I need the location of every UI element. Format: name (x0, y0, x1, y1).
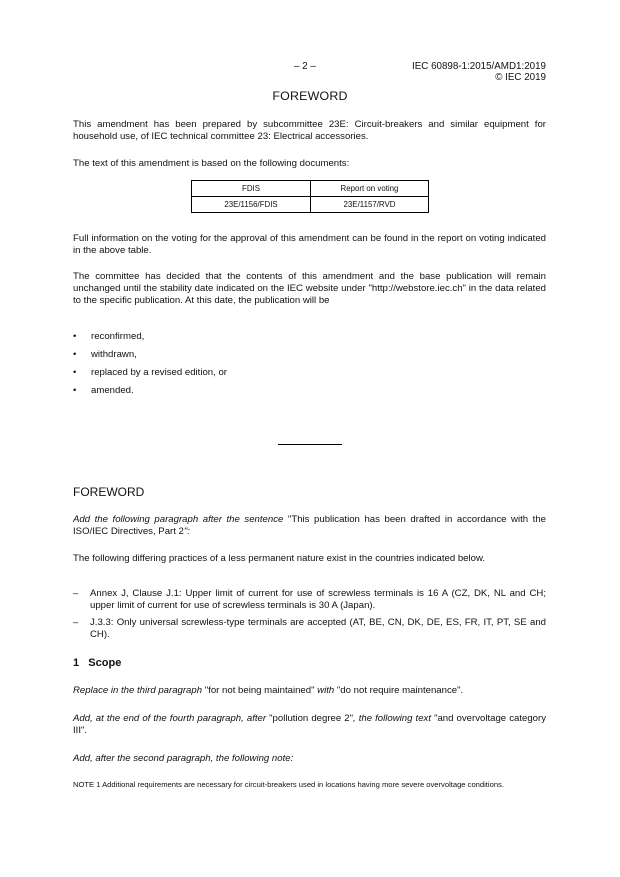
document-id: IEC 60898-1:2015/AMD1:2019 (412, 61, 546, 72)
table-cell-rvd: 23E/1157/RVD (311, 197, 429, 213)
scope-heading: 1 Scope (73, 657, 122, 669)
section-separator (278, 444, 342, 445)
foreword-instruction: Add the following paragraph after the sentence "This publication has been drafted in accordance with the ISO/IEC Directives, Part 2": (73, 514, 546, 537)
page-number: – 2 – (294, 61, 316, 72)
foreword-paragraph-1: This amendment has been prepared by subcommittee 23E: Circuit-breakers and similar equipment for household use, of IEC technical committee 23: Electrical accessories. (73, 119, 546, 142)
table-header-report: Report on voting (311, 181, 429, 197)
bullet-icon: • (73, 385, 77, 396)
scope-instruction-1: Replace in the third paragraph "for not being maintained" with "do not require maintenance". (73, 685, 464, 696)
foreword-amendment-title: FOREWORD (73, 485, 145, 499)
bullet-icon: • (73, 331, 77, 342)
scope-instruction-3: Add, after the second paragraph, the following note: (73, 753, 294, 764)
list-item: – J.3.3: Only universal screwless-type terminals are accepted (AT, BE, CN, DK, DE, ES, FR, IT, PT, SE and CH). (73, 617, 546, 640)
table-cell-fdis: 23E/1156/FDIS (192, 197, 311, 213)
foreword-paragraph-2: The text of this amendment is based on the following documents: (73, 158, 350, 169)
scope-instruction-2: Add, at the end of the fourth paragraph, after "pollution degree 2", the following text "and overvoltage category III". (73, 713, 546, 736)
dash-marker: – (73, 617, 79, 628)
bullet-icon: • (73, 349, 77, 360)
foreword-paragraph-3: Full information on the voting for the approval of this amendment can be found in the report on voting indicated in the above table. (73, 233, 546, 256)
voting-documents-table (191, 180, 429, 213)
table-header-fdis: FDIS (192, 181, 311, 197)
document-page: – 2 – IEC 60898-1:2015/AMD1:2019 © IEC 2019 FOREWORD This amendment has been prepared by subcommittee 23E: Circuit-breakers and similar equipment for household use, of IEC technical committee 23: Electrical accessories. The text of this amendment is based on the following documents: FDIS Report on voting 23E/1156/FDIS 23E/1157/RVD Full information on the voting for the approval of this amendment can be found in the report on voting indicated in the above table. The committee has decided that the contents of this amendment and the base publication will remain unchanged until the stability date indicated on the IEC website under "http://webstore.iec.ch" in the data related to the specific publication. At this date, the publication will be • reconfirmed, • withdrawn, • replaced by a revised edition, or • amended. FOREWORD Add the following paragraph after the sentence "This publication has been drafted in accordance with the ISO/IEC Directives, Part 2": The following differing practices of a less permanent nature exist in the countries indicated below. – Annex J, Clause J.1: Upper limit of current for use of screwless terminals is 16 A (CZ, DK, NL and CH; upper limit of current for use of screwless terminals is 30 A (Japan). – J.3.3: Only universal screwless-type terminals are accepted (AT, BE, CN, DK, DE, ES, FR, IT, PT, SE and CH). 1 Scope Replace in the third paragraph "for not being maintained" with "do not require maintenance". Add, at the end of the fourth paragraph, after "pollution degree 2", the following text "and overvoltage category III". Add, after the second paragraph, the following note: NOTE 1 Additional requirements are necessary for circuit-breakers used in locations having more severe overvoltage conditions. (0, 0, 620, 877)
foreword-paragraph-4: The committee has decided that the contents of this amendment and the base publication will remain unchanged until the stability date indicated on the IEC website under "http://webstore.iec.ch" in the data related to the specific publication. At this date, the publication will be (73, 271, 546, 306)
table-header-row (192, 181, 429, 197)
dash-marker: – (73, 588, 79, 599)
table-row (192, 197, 429, 213)
scope-note: NOTE 1 Additional requirements are necessary for circuit-breakers used in locations having more severe overvoltage conditions. (73, 780, 504, 789)
foreword-title: FOREWORD (272, 89, 348, 103)
differing-practices-intro: The following differing practices of a less permanent nature exist in the countries indicated below. (73, 553, 486, 564)
bullet-icon: • (73, 367, 77, 378)
list-item: – Annex J, Clause J.1: Upper limit of current for use of screwless terminals is 16 A (CZ, DK, NL and CH; upper limit of current for use of screwless terminals is 30 A (Japan). (73, 588, 546, 611)
copyright-notice: © IEC 2019 (495, 72, 546, 83)
